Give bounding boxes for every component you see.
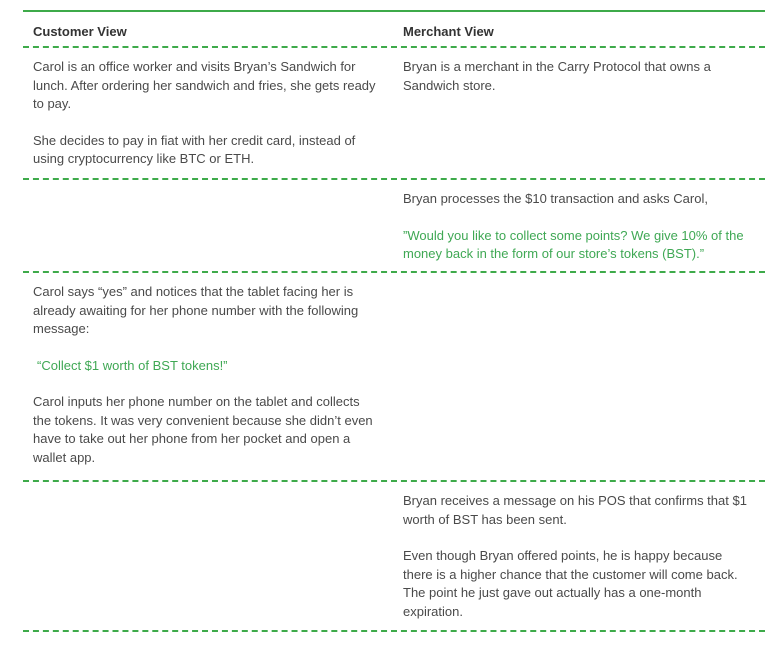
table-header-row (23, 12, 765, 48)
table-row (23, 48, 765, 180)
table-row (23, 273, 765, 482)
customer-cell (23, 48, 393, 178)
comparison-table (23, 10, 765, 632)
merchant-cell (393, 48, 765, 178)
merchant-quote: ”Would you like to collect some points? We give 10% of the money back in the form of our store’s tokens (BST).” (403, 227, 744, 261)
table-row (23, 180, 765, 273)
table-row (23, 482, 765, 632)
merchant-cell (393, 180, 765, 271)
merchant-cell (393, 273, 765, 480)
paragraph: Bryan is a merchant in the Carry Protocol that owns a Sandwich store. (403, 59, 711, 93)
paragraph: She decides to pay in fiat with her credit card, instead of using cryptocurrency like BTC or ETH. (33, 132, 356, 166)
customer-cell (23, 273, 393, 480)
paragraph: Carol is an office worker and visits Bryan’s Sandwich for lunch. After ordering her sandwich and fries, she gets ready to pay. (33, 59, 376, 111)
customer-cell (23, 482, 393, 630)
customer-quote: “Collect $1 worth of BST tokens!” (37, 357, 228, 373)
paragraph: Carol says “yes” and notices that the tablet facing her is already awaiting for her phone number with the following message: (33, 284, 359, 336)
paragraph: Carol inputs her phone number on the tablet and collects the tokens. It was very convenient because she didn’t even have to take out her phone from her pocket and open a wallet app. (33, 394, 373, 465)
paragraph: Bryan processes the $10 transaction and asks Carol, (403, 191, 708, 206)
customer-view-header: Customer View (33, 24, 127, 39)
paragraph: Bryan receives a message on his POS that confirms that $1 worth of BST has been sent. (403, 493, 747, 527)
paragraph: Even though Bryan offered points, he is happy because there is a higher chance that the customer will come back. The point he just gave out actually has a one-month expiration. (403, 548, 738, 619)
merchant-cell (393, 482, 765, 630)
merchant-view-header: Merchant View (403, 24, 494, 39)
customer-cell (23, 180, 393, 271)
